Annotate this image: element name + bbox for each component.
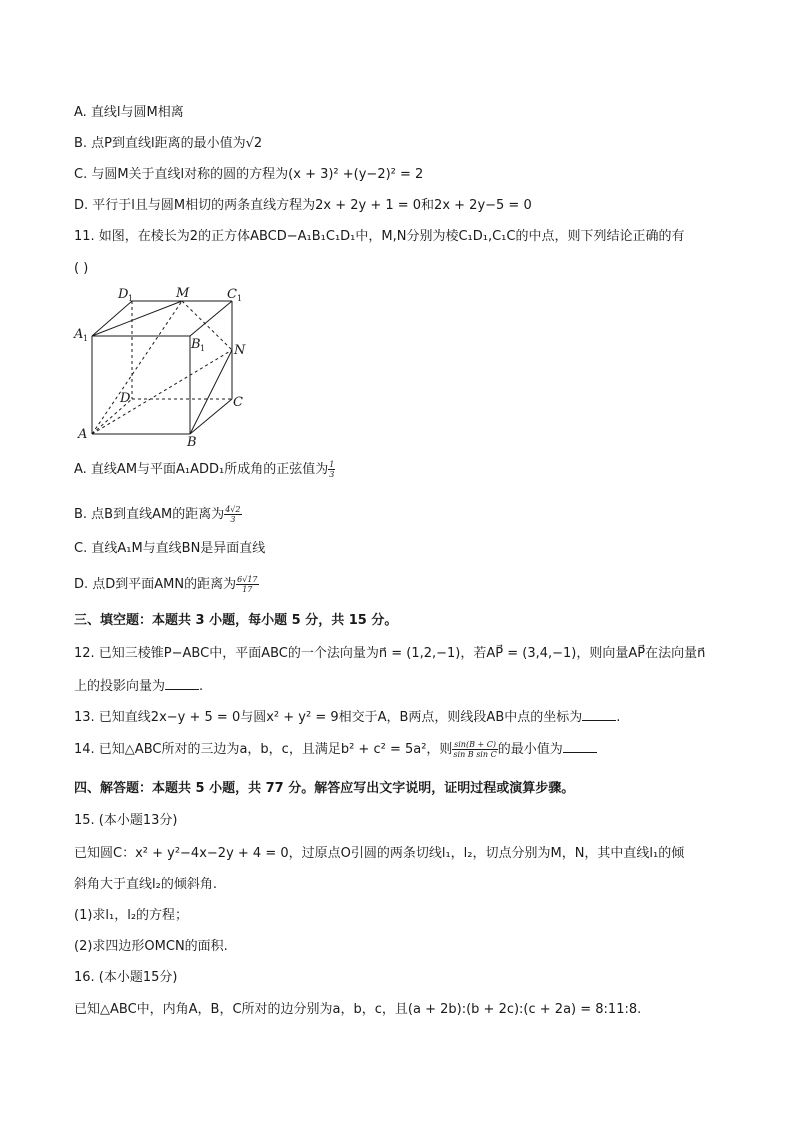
segment-a1m	[92, 301, 182, 336]
label-d1: D	[118, 287, 129, 302]
q15-line2: 斜角大于直线l₂的倾斜角.	[74, 877, 217, 892]
q11-answer-paren: ( )	[74, 261, 89, 276]
q16-title: 16. (本小题15分)	[74, 970, 178, 985]
q11-option-d-numerator: 6√17	[237, 575, 258, 584]
q11-option-a-text: A. 直线AM与平面A₁ADD₁所成角的正弦值为	[74, 462, 329, 477]
q12-line2-text: 上的投影向量为	[74, 679, 166, 694]
q11-option-d	[74, 575, 259, 594]
q12-line1: 12. 已知三棱锥P−ABC中，平面ABC的一个法向量为n⃗ = (1,2,−1)，若AP⃗ = (3,4,−1)，则向量AP⃗在法向量n⃗	[74, 646, 706, 661]
q11-option-a-fraction	[328, 460, 335, 479]
label-a1-sub: 1	[83, 334, 89, 343]
q14-denominator: sin B sin C	[453, 750, 497, 759]
section-4-heading: 四、解答题：本题共 5 小题，共 77 分。解答应写出文字说明，证明过程或演算步骤。	[74, 781, 575, 796]
q15-sub1: (1)求l₁，l₂的方程；	[74, 908, 189, 923]
cube-diagram	[72, 282, 252, 452]
q15-line1: 已知圆C：x² + y²−4x−2y + 4 = 0，过原点O引圆的两条切线l₁，l₂，切点分别为M，N，其中直线l₁的倾	[74, 846, 685, 861]
q14-fraction	[452, 740, 497, 759]
q14-post: 的最小值为	[497, 742, 563, 757]
edge-a1d1	[92, 301, 132, 336]
q14-numerator: sin(B + C)	[454, 740, 496, 749]
edge-b1c1	[190, 301, 232, 336]
label-b: B	[187, 435, 197, 450]
section-3-heading: 三、填空题：本题共 3 小题，每小题 5 分，共 15 分。	[74, 613, 398, 628]
q14-answer-blank[interactable]	[563, 740, 597, 753]
q11-option-d-text: D. 点D到平面AMN的距离为	[74, 577, 237, 592]
q11-option-d-fraction	[236, 575, 258, 594]
q11-option-b-fraction	[224, 505, 241, 524]
q13-text: 13. 已知直线2x−y + 5 = 0与圆x² + y² = 9相交于A，B两点，则线段AB中点的坐标为	[74, 710, 583, 725]
q12-line2-end: .	[199, 679, 204, 694]
label-n: N	[234, 343, 246, 358]
label-d: D	[120, 391, 131, 406]
label-c1-sub: 1	[237, 294, 243, 303]
q11-option-a-numerator: 1	[329, 460, 335, 469]
q11-option-b-denominator: 3	[230, 515, 236, 524]
q15-sub2: (2)求四边形OMCN的面积.	[74, 939, 228, 954]
q11-option-b	[74, 505, 242, 524]
q12-line2	[74, 677, 203, 696]
label-b1: B	[191, 337, 201, 352]
q11-option-b-numerator: 4√2	[225, 505, 241, 514]
q13-end: .	[616, 710, 621, 725]
label-c1: C	[227, 287, 237, 302]
edge-bc	[190, 399, 232, 434]
q13-line	[74, 708, 620, 727]
hidden-segment-am	[92, 301, 182, 434]
label-b1-sub: 1	[200, 344, 206, 353]
q10-option-b: B. 点P到直线l距离的最小值为√2	[74, 136, 263, 151]
q11-option-a	[74, 460, 335, 479]
q11-stem: 11. 如图，在棱长为2的正方体ABCD−A₁B₁C₁D₁中，M,N分别为棱C₁D₁,C₁C的中点，则下列结论正确的有	[74, 229, 685, 244]
q10-option-c: C. 与圆M关于直线l对称的圆的方程为(x + 3)² +(y−2)² = 2	[74, 167, 424, 182]
q13-answer-blank[interactable]	[582, 708, 616, 721]
q11-option-a-denominator: 3	[329, 470, 335, 479]
label-d1-sub: 1	[128, 294, 134, 303]
cube-figure	[72, 282, 252, 452]
label-a1: A	[74, 327, 84, 342]
q11-option-c: C. 直线A₁M与直线BN是异面直线	[74, 541, 266, 556]
label-c: C	[233, 395, 243, 410]
q11-option-d-denominator: 17	[242, 585, 253, 594]
q14-line	[74, 740, 597, 759]
q14-text: 14. 已知△ABC所对的三边为a，b，c，且满足b² + c² = 5a²，则	[74, 742, 453, 757]
q15-title: 15. (本小题13分)	[74, 813, 178, 828]
q16-line1: 已知△ABC中，内角A，B，C所对的边分别为a，b，c，且(a + 2b):(b + 2c):(c + 2a) = 8:11:8.	[74, 1002, 642, 1017]
q12-answer-blank[interactable]	[165, 677, 199, 690]
q10-option-a: A. 直线l与圆M相离	[74, 105, 184, 120]
label-m: M	[176, 286, 190, 301]
q11-option-b-text: B. 点B到直线AM的距离为	[74, 507, 225, 522]
q10-option-d: D. 平行于l且与圆M相切的两条直线方程为2x + 2y + 1 = 0和2x + 2y−5 = 0	[74, 198, 532, 213]
label-a: A	[78, 427, 88, 442]
